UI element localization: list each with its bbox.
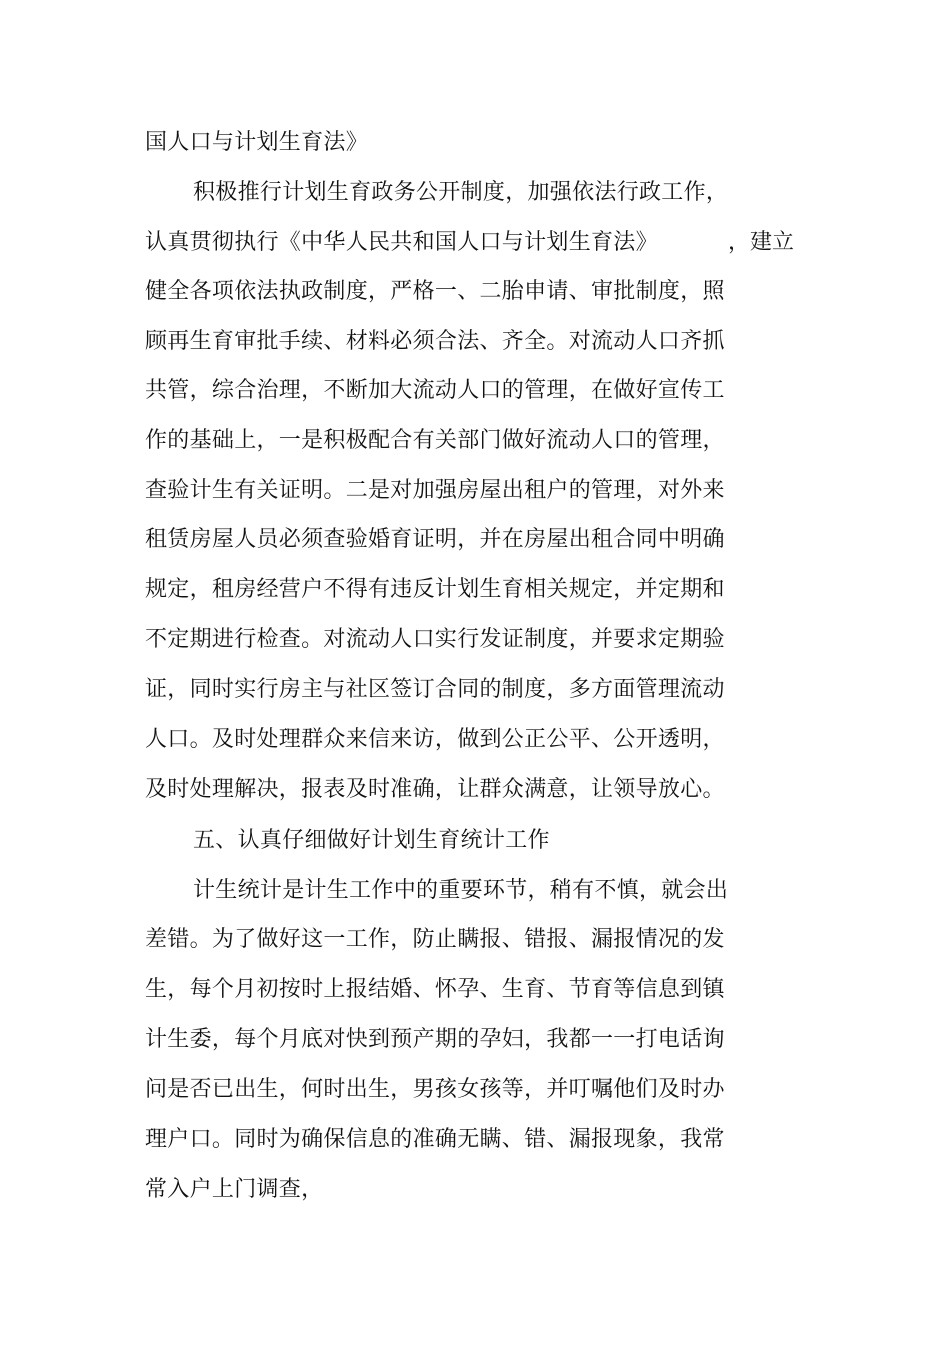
text-line-tail: ，建立 [728,230,795,255]
text-line: 不定期进行检查。对流动人口实行发证制度，并要求定期验 [145,627,725,652]
section-heading: 五、认真仔细做好计划生育统计工作 [193,828,550,853]
text-line: 国人口与计划生育法》 [145,130,369,155]
paragraph-first-line: 积极推行计划生育政务公开制度，加强依法行政工作， [193,180,729,205]
text-line: 租赁房屋人员必须查验婚育证明，并在房屋出租合同中明确 [145,527,725,552]
text-line: 差错。为了做好这一工作，防止瞒报、错报、漏报情况的发 [145,927,725,952]
text-line: 查验计生有关证明。二是对加强房屋出租户的管理，对外来 [145,478,725,503]
text-line: 计生委，每个月底对快到预产期的孕妇，我都一一打电话询 [145,1027,725,1052]
text-line: 健全各项依法执政制度，严格一、二胎申请、审批制度，照 [145,279,725,304]
text-line: 证，同时实行房主与社区签订合同的制度，多方面管理流动 [145,677,725,702]
text-line: 问是否已出生，何时出生，男孩女孩等，并叮嘱他们及时办 [145,1077,725,1102]
text-line: 理户口。同时为确保信息的准确无瞒、错、漏报现象，我常 [145,1127,725,1152]
text-line: 规定，租房经营户不得有违反计划生育相关规定，并定期和 [145,577,725,602]
text-line: 人口。及时处理群众来信来访，做到公正公平、公开透明， [145,727,725,752]
text-line: 常入户上门调查， [145,1177,324,1202]
text-line: 共管，综合治理，不断加大流动人口的管理，在做好宣传工 [145,378,725,403]
text-line: 作的基础上，一是积极配合有关部门做好流动人口的管理， [145,428,725,453]
text-line: 认真贯彻执行《中华人民共和国人口与计划生育法》 [145,230,658,255]
text-line: 顾再生育审批手续、材料必须合法、齐全。对流动人口齐抓 [145,329,725,354]
text-line: 生，每个月初按时上报结婚、怀孕、生育、节育等信息到镇 [145,977,725,1002]
text-line: 及时处理解决，报表及时准确，让群众满意，让领导放心。 [145,777,725,802]
paragraph-first-line: 计生统计是计生工作中的重要环节，稍有不慎，就会出 [193,878,729,903]
